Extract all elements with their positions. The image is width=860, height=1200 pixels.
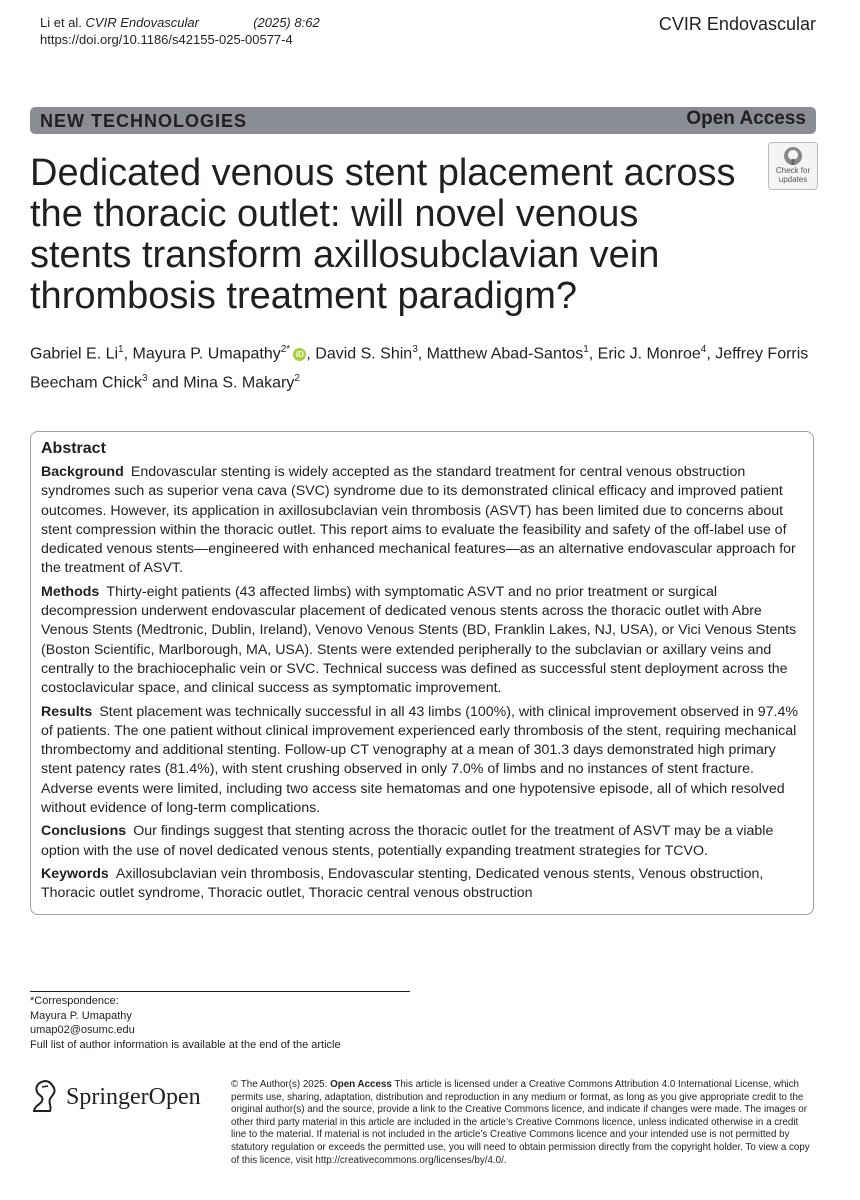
author-name: David S. Shin <box>315 345 413 363</box>
author-name: Gabriel E. Li <box>30 345 119 363</box>
springer-open-logo <box>28 1078 218 1118</box>
abstract-sections <box>41 463 803 904</box>
publisher-suffix: Open <box>148 1084 201 1110</box>
abstract-heading: Abstract <box>41 440 106 457</box>
author-affiliation: 4 <box>700 344 707 355</box>
abstract-section-label: Background <box>41 464 124 480</box>
author-affiliation: 1 <box>118 344 124 355</box>
abstract-section-text: Our findings suggest that stenting across the thoracic outlet for the treatment of ASVT may be a viable option with the use of novel dedicated venous stents, potentially expanding treatment strategies for TCVO. <box>41 823 774 859</box>
correspondence-label: *Correspondence: <box>30 995 119 1007</box>
author-separator: , <box>706 345 716 363</box>
abstract-section-methods <box>41 583 803 699</box>
abstract-section-label: Keywords <box>41 865 109 882</box>
publisher-name: Springer <box>66 1084 149 1110</box>
check-updates-line1: Check for <box>775 166 811 175</box>
abstract-section-text: Thirty-eight patients (43 affected limbs) with symptomatic ASVT and no prior treatment or surgical decompression underwent endovascular placement of dedicated venous stents across the thoracic outlet with Abre Venous Stents (Medtronic, Dublin, Ireland), Venovo Venous Stents (BD, Franklin Lakes, NJ, USA), or Vici Venous Stents (Boston Scientific, Marlborough, MA, USA). Stents were extended peripherally to the subclavian or axillary veins and centrally to the brachiocephalic vein or SVC. Technical success was defined as successful stent deployment across the costoclavicular space, and clinical success as symptomatic improvement. <box>41 583 797 697</box>
author-list <box>30 337 810 396</box>
citation-year-volume: (2025) 8:62 <box>253 15 320 30</box>
publisher-wordmark <box>66 1084 201 1111</box>
abstract-section-text: Stent placement was technically successful in all 43 limbs (100%), with clinical improvement observed in 97.4% of patients. The one patient without clinical improvement experienced early thrombosis of the stent, requiring mechanical thrombectomy and additional stenting. Follow-up CT venography at a mean of 301.3 days demonstrated high primary stent patency rates (81.4%), with stent crushing observed in only 7.0% of limbs and no instances of stent fracture. Adverse events were limited, including two access site hematomas and one hypotensive episode, all of which resolved without evidence of long-term complications. <box>41 703 799 817</box>
copyright: © The Author(s) 2025. <box>231 1079 328 1090</box>
abstract-box <box>30 431 814 915</box>
abstract-section-label: Conclusions <box>41 823 127 840</box>
author-affiliation: 3 <box>142 373 148 385</box>
citation-authors: Li et al. <box>40 15 82 30</box>
author-separator: , <box>306 345 316 363</box>
journal-name: CVIR Endovascular <box>658 14 816 34</box>
correspondence-block <box>30 994 341 1052</box>
author-name: Matthew Abad-Santos <box>426 345 584 363</box>
license-end: . <box>503 1154 507 1166</box>
citation-header <box>40 14 320 48</box>
check-for-updates-badge[interactable] <box>768 142 818 190</box>
author-affiliation: 2* <box>280 344 291 355</box>
article-category: NEW TECHNOLOGIES <box>40 111 248 131</box>
author-affiliation: 2 <box>294 373 300 385</box>
check-updates-icon <box>783 146 803 166</box>
author-separator: and <box>147 374 184 392</box>
footnote-divider <box>30 991 410 992</box>
abstract-section-text: Endovascular stenting is widely accepted as the standard treatment for central venous obstruction syndromes such as superior vena cava (SVC) syndrome due to its demonstrated clinical efficacy and improved patient outcomes. However, its application in axillosubclavian vein thrombosis (ASVT) has been limited due to concerns about stent compression within the thoracic outlet. This report aims to evaluate the feasibility and safety of the off-label use of dedicated venous stents—engineered with enhanced mechanical features—as an alternative endovascular approach for the treatment of ASVT. <box>41 464 796 577</box>
abstract-section-results <box>41 703 803 819</box>
license-body: This article is licensed under a Creative Commons Attribution 4.0 International License, which permits use, sharing, adaptation, distribution and reproduction in any medium or format, as long as you give appropriate credit to the original author(s) and the source, provide a link to the Creative Commons licence, and indicate if changes were made. The images or other third party material in this article are included in the article’s Creative Commons licence, unless indicated otherwise in a credit line to the material. If material is not included in the article’s Creative Commons licence and your intended use is not permitted by statutory regulation or exceeds the permitted use, you will need to obtain permission directly from the copyright holder. To view a copy of this licence, visit <box>231 1079 810 1166</box>
abstract-section-label: Methods <box>41 583 100 600</box>
orcid-icon[interactable]: iD <box>293 348 306 361</box>
article-title: Dedicated venous stent placement across the thoracic outlet: will novel venous stents transform axillosubclavian vein thrombosis treatment paradigm? <box>30 152 736 317</box>
abstract-section-conclusions <box>41 822 803 861</box>
abstract-section-text: Axillosubclavian vein thrombosis, Endovascular stenting, Dedicated venous stents, Venous obstruction, Thoracic outlet syndrome, Thoracic outlet, Thoracic central venous obstruction <box>41 865 764 902</box>
license-text <box>231 1079 811 1167</box>
abstract-section-keywords <box>41 865 803 904</box>
author-affiliation: 3 <box>412 344 418 355</box>
author-name: Mina S. Makary <box>183 374 295 392</box>
author-name: Eric J. Monroe <box>597 345 701 363</box>
open-access-label: Open Access <box>686 108 806 129</box>
author-name: Jeffrey Forris Beecham Chick <box>30 345 809 392</box>
author-separator: , <box>417 345 427 363</box>
abstract-section-label: Results <box>41 703 93 720</box>
citation-line <box>40 14 320 31</box>
author-separator: , <box>123 345 133 363</box>
author-separator: , <box>588 345 598 363</box>
correspondence-name: Mayura P. Umapathy <box>30 1009 132 1022</box>
author-info-note: Full list of author information is available at the end of the article <box>30 1038 341 1051</box>
check-updates-line2: updates <box>778 175 808 184</box>
license-link[interactable]: http://creativecommons.org/licenses/by/4.0/ <box>315 1154 504 1166</box>
author-affiliation: 1 <box>583 344 589 355</box>
correspondence-email[interactable]: umap02@osumc.edu <box>30 1024 135 1036</box>
license-oa-label: Open Access <box>330 1079 392 1090</box>
doi-link[interactable]: https://doi.org/10.1186/s42155-025-00577-4 <box>40 32 293 47</box>
author-name: Mayura P. Umapathy <box>132 345 281 363</box>
abstract-section-background <box>41 463 803 579</box>
article-type-banner <box>30 107 816 134</box>
citation-journal: CVIR Endovascular <box>85 15 199 30</box>
springer-horse-icon <box>28 1078 62 1116</box>
